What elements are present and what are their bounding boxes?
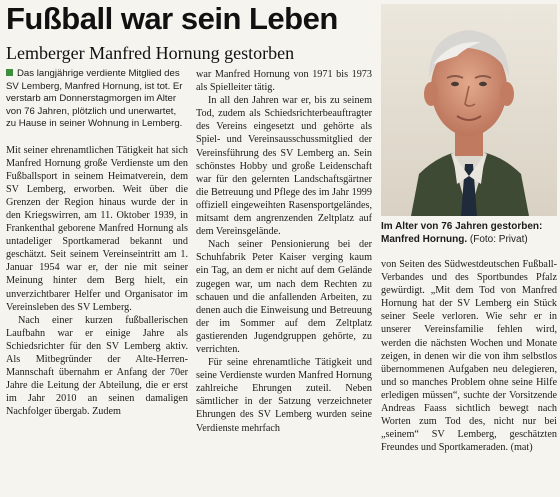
photo-credit: (Foto: Privat) (467, 234, 528, 245)
body-paragraph: In all den Jahren war er, bis zu seinem Tod, zudem als Schiedsrichterbeauftragter des Vereins eingesetzt und gehörte als Spiel- und Vereinsausschussmitglied der Vereinsführung des SV Lemberg an. Sein schönstes Hobby und große Leidenschaft war für den gelernten Landschaftsgärtner die Betreuung und Pflege des im Jahr 1999 offiziell eingeweihten Rasensportgeländes, mitsamt dem angrenzenden Zeltplatz auf dem Vereinsgelände. (196, 95, 372, 238)
caption-text: Im Alter von 76 Jahren gestorben: Manfred Hornung. (381, 221, 543, 245)
body-paragraph: Mit seiner ehrenamtlichen Tätigkeit hat sich Manfred Hornung große Verdienste um den Fußballsport in seinem Heimatverein, dem SV Lemberg, erworben. Weit über die Grenzen der Region hinaus wurde der in den Kriegswirren, am 11. Oktober 1939, in Frankenthal geborene Manfred Hornung als untadeliger Sportkamerad bekannt und geschätzt. Seit seinem Vereinseintritt am 1. Januar 1954 war er, der nie mit seiner Meinung hinter dem Berg hielt, ein unverzichtbarer Helfer und Organisator im Vereinsleben des SV Lemberg. (6, 144, 188, 313)
lead-marker-icon (6, 69, 13, 76)
headline: Fußball war sein Leben (6, 1, 338, 36)
lead-paragraph (6, 68, 188, 131)
lead-text: Das langjährige verdiente Mitglied des SV Lemberg, Manfred Hornung, ist tot. Er verstarb am Donnerstagmorgen im Alter von 76 Jahren, plötzlich und unerwartet, zu Hause in seiner Wohnung in Lemberg. (6, 68, 183, 129)
body-paragraph: von Seiten des Südwestdeutschen Fußball-Verbandes und des Sportbundes Pfalz gewürdigt. „Mit dem Tod von Manfred Hornung hat der SV Lemberg ein Stück seiner Seele verloren. Wie sehr er in unserer Vereinsfamilie fehlen wird, werden die nächsten Wochen und Monate zeigen, in denen wir die von ihm selbstlos übernommenen Aufgaben neu delegieren, und so manches Problem ohne seine Hilfe erledigen müssen“, suchte der Vorsitzende Andreas Faass sichtlich bewegt nach Worten zum Tod des, nicht nur bei „seinem“ SV Lemberg, geschätzten Freundes und Sportkameraden. (mat) (381, 259, 557, 454)
body-paragraph: Nach einer kurzen fußballerischen Laufbahn war er einige Jahre als Schiedsrichter für den SV Lemberg aktiv. Als Mitbegründer der Alte-Herren-Mannschaft übernahm er Anfang der 70er Jahre die Leitung der Abteilung, die er erst im Jahr 2010 an seinen damaligen Nachfolger übergab. Zudem (6, 314, 188, 418)
article-column-3 (381, 258, 557, 497)
body-paragraph: war Manfred Hornung von 1971 bis 1973 als Spielleiter tätig. (196, 69, 372, 94)
body-paragraph: Nach seiner Pensionierung bei der Schuhfabrik Peter Kaiser verging kaum ein Tag, an dem er nicht auf dem Gelände zugegen war, um nach dem Rechten zu schauen und die anfallenden Arbeiten, zu denen auch die Einweisung und Betreuung der im Sommer auf dem Zeltplatz gastierenden Jugendgruppen gehörte, zu verrichten. (196, 239, 372, 355)
portrait-photo (381, 4, 557, 216)
body-paragraph: Für seine ehrenamtliche Tätigkeit und seine Verdienste wurden Manfred Hornung zahlreiche Ehrungen zuteil. Neben sämtlicher in der Satzung verzeichneter Ehrungen des SV Lemberg wurden seine Verdienste mehrfach (196, 357, 372, 434)
article-column-2 (196, 68, 372, 497)
subheadline: Lemberger Manfred Hornung gestorben (6, 43, 295, 63)
photo-caption (381, 220, 557, 246)
article-column-1 (6, 68, 188, 497)
